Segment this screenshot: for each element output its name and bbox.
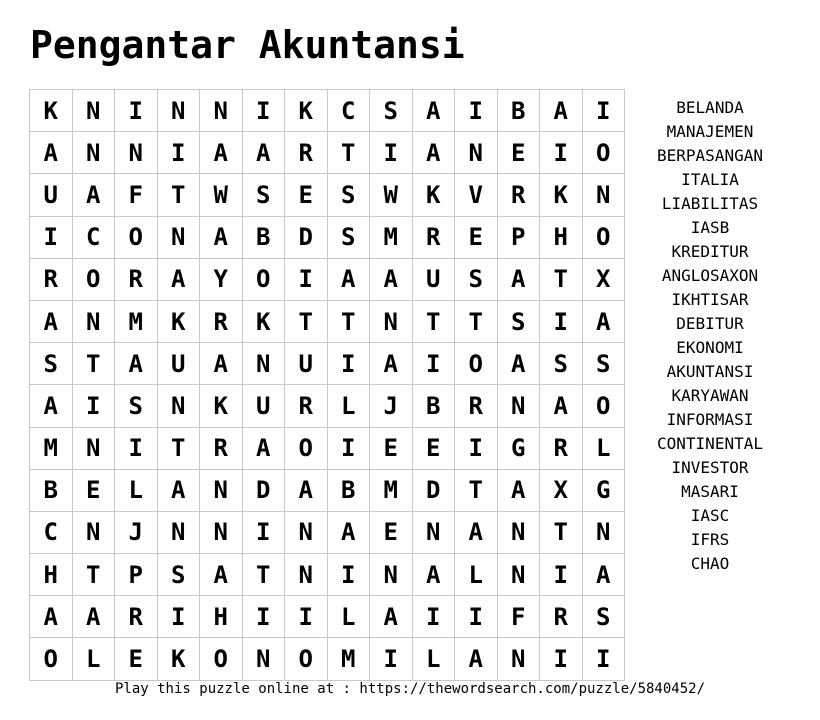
- grid-row: [30, 90, 625, 132]
- grid-row: [30, 638, 625, 680]
- grid-cell[interactable]: A: [30, 132, 73, 174]
- word-list-item: INVESTOR: [671, 458, 749, 477]
- grid-cell[interactable]: X: [582, 258, 625, 300]
- grid-cell[interactable]: N: [72, 427, 115, 469]
- grid-cell[interactable]: M: [370, 469, 413, 511]
- grid-cell[interactable]: R: [540, 427, 583, 469]
- word-list-item: LIABILITAS: [661, 194, 759, 213]
- grid-cell[interactable]: N: [370, 554, 413, 596]
- word-list-item: MANAJEMEN: [666, 122, 754, 141]
- footer: [0, 679, 820, 699]
- grid-cell[interactable]: R: [200, 300, 243, 342]
- grid-cell[interactable]: N: [412, 511, 455, 553]
- grid-row: [30, 174, 625, 216]
- grid-cell[interactable]: A: [157, 258, 200, 300]
- grid-cell[interactable]: A: [72, 596, 115, 638]
- grid-cell[interactable]: O: [30, 638, 73, 680]
- grid-cell[interactable]: D: [412, 469, 455, 511]
- grid-cell[interactable]: E: [285, 174, 328, 216]
- grid-cell[interactable]: A: [412, 132, 455, 174]
- grid-cell[interactable]: T: [327, 300, 370, 342]
- word-search-grid[interactable]: [29, 89, 625, 681]
- grid-cell[interactable]: S: [582, 343, 625, 385]
- grid-cell[interactable]: F: [115, 174, 158, 216]
- grid-cell[interactable]: O: [455, 343, 498, 385]
- grid-cell[interactable]: S: [327, 216, 370, 258]
- word-list-item: CHAO: [690, 554, 730, 573]
- grid-cell[interactable]: N: [157, 511, 200, 553]
- grid-cell[interactable]: A: [200, 132, 243, 174]
- grid-cell[interactable]: N: [157, 385, 200, 427]
- grid-cell[interactable]: O: [72, 258, 115, 300]
- grid-cell[interactable]: S: [327, 174, 370, 216]
- grid-cell[interactable]: A: [412, 90, 455, 132]
- grid-cell[interactable]: N: [242, 638, 285, 680]
- grid-cell[interactable]: I: [157, 596, 200, 638]
- grid-cell[interactable]: I: [412, 343, 455, 385]
- grid-cell[interactable]: U: [285, 343, 328, 385]
- word-list-item: AKUNTANSI: [666, 362, 754, 381]
- grid-cell[interactable]: A: [370, 343, 413, 385]
- grid-row: [30, 343, 625, 385]
- grid-row: [30, 300, 625, 342]
- grid-cell[interactable]: A: [455, 638, 498, 680]
- grid-cell[interactable]: A: [200, 216, 243, 258]
- grid-cell[interactable]: A: [30, 596, 73, 638]
- grid-cell[interactable]: N: [370, 300, 413, 342]
- grid-cell[interactable]: T: [242, 554, 285, 596]
- grid-cell[interactable]: I: [412, 596, 455, 638]
- grid-cell[interactable]: I: [285, 258, 328, 300]
- footer-prefix: Play this puzzle online at :: [114, 681, 360, 697]
- grid-row: [30, 385, 625, 427]
- word-list-item: IFRS: [690, 530, 730, 549]
- grid-cell[interactable]: S: [30, 343, 73, 385]
- grid-cell[interactable]: T: [455, 300, 498, 342]
- grid-cell[interactable]: M: [30, 427, 73, 469]
- grid-cell[interactable]: A: [497, 343, 540, 385]
- grid-cell[interactable]: N: [582, 511, 625, 553]
- grid-cell[interactable]: S: [157, 554, 200, 596]
- grid-cell[interactable]: I: [30, 216, 73, 258]
- grid-cell[interactable]: Y: [200, 258, 243, 300]
- grid-cell[interactable]: A: [540, 90, 583, 132]
- grid-cell[interactable]: E: [370, 511, 413, 553]
- grid-cell[interactable]: K: [540, 174, 583, 216]
- grid-cell[interactable]: O: [582, 216, 625, 258]
- word-list-item: BERPASANGAN: [657, 146, 763, 165]
- grid-cell[interactable]: M: [370, 216, 413, 258]
- grid-cell[interactable]: R: [285, 132, 328, 174]
- word-list-item: IKHTISAR: [671, 290, 749, 309]
- grid-cell[interactable]: E: [72, 469, 115, 511]
- grid-cell[interactable]: L: [72, 638, 115, 680]
- grid-cell[interactable]: I: [582, 638, 625, 680]
- grid-row: [30, 469, 625, 511]
- grid-cell[interactable]: B: [497, 90, 540, 132]
- grid-cell[interactable]: O: [115, 216, 158, 258]
- grid-cell[interactable]: N: [72, 511, 115, 553]
- grid-row: [30, 216, 625, 258]
- grid-cell[interactable]: I: [540, 132, 583, 174]
- grid-cell[interactable]: L: [455, 554, 498, 596]
- word-list-item: EKONOMI: [676, 338, 744, 357]
- grid-cell[interactable]: N: [285, 511, 328, 553]
- grid-cell[interactable]: L: [327, 385, 370, 427]
- grid-cell[interactable]: I: [115, 427, 158, 469]
- grid-cell[interactable]: K: [157, 300, 200, 342]
- grid-cell[interactable]: J: [370, 385, 413, 427]
- grid-cell[interactable]: E: [115, 638, 158, 680]
- grid-cell[interactable]: B: [30, 469, 73, 511]
- grid-cell[interactable]: O: [242, 258, 285, 300]
- grid-cell[interactable]: R: [540, 596, 583, 638]
- grid-cell[interactable]: N: [200, 511, 243, 553]
- grid-cell[interactable]: G: [582, 469, 625, 511]
- grid-cell[interactable]: N: [157, 90, 200, 132]
- grid-cell[interactable]: A: [582, 300, 625, 342]
- grid-cell[interactable]: A: [30, 300, 73, 342]
- grid-cell[interactable]: U: [242, 385, 285, 427]
- grid-cell[interactable]: N: [285, 554, 328, 596]
- puzzle-title: Pengantar Akuntansi: [30, 23, 465, 67]
- grid-cell[interactable]: I: [370, 638, 413, 680]
- grid-row: [30, 132, 625, 174]
- grid-cell[interactable]: I: [285, 596, 328, 638]
- grid-cell[interactable]: C: [30, 511, 73, 553]
- grid-cell[interactable]: D: [285, 216, 328, 258]
- grid-cell[interactable]: I: [242, 90, 285, 132]
- grid-cell[interactable]: A: [157, 469, 200, 511]
- grid-cell[interactable]: H: [540, 216, 583, 258]
- word-list-item: KARYAWAN: [671, 386, 749, 405]
- grid-cell[interactable]: A: [370, 258, 413, 300]
- grid-row: [30, 427, 625, 469]
- grid-cell[interactable]: I: [455, 427, 498, 469]
- grid-cell[interactable]: I: [370, 132, 413, 174]
- grid-cell[interactable]: O: [285, 638, 328, 680]
- grid-cell[interactable]: T: [540, 258, 583, 300]
- grid-cell[interactable]: B: [412, 385, 455, 427]
- grid-cell[interactable]: N: [200, 469, 243, 511]
- grid-cell[interactable]: S: [115, 385, 158, 427]
- grid-cell[interactable]: M: [327, 638, 370, 680]
- word-list-item: MASARI: [681, 482, 739, 501]
- grid-cell[interactable]: N: [72, 300, 115, 342]
- grid-cell[interactable]: N: [72, 132, 115, 174]
- grid-cell[interactable]: T: [157, 427, 200, 469]
- grid-cell[interactable]: H: [200, 596, 243, 638]
- grid-cell[interactable]: K: [157, 638, 200, 680]
- grid-cell[interactable]: E: [455, 216, 498, 258]
- grid-cell[interactable]: R: [285, 385, 328, 427]
- grid-cell[interactable]: B: [327, 469, 370, 511]
- grid-cell[interactable]: A: [412, 554, 455, 596]
- grid-cell[interactable]: W: [370, 174, 413, 216]
- grid-cell[interactable]: O: [285, 427, 328, 469]
- grid-cell[interactable]: N: [497, 554, 540, 596]
- grid-cell[interactable]: E: [497, 132, 540, 174]
- grid-cell[interactable]: A: [327, 511, 370, 553]
- grid-cell[interactable]: F: [497, 596, 540, 638]
- grid-cell[interactable]: N: [497, 511, 540, 553]
- grid-cell[interactable]: K: [242, 300, 285, 342]
- grid-cell[interactable]: R: [497, 174, 540, 216]
- grid-cell[interactable]: C: [72, 216, 115, 258]
- grid-cell[interactable]: A: [242, 132, 285, 174]
- word-list-item: IASB: [690, 218, 730, 237]
- grid-cell[interactable]: N: [200, 90, 243, 132]
- grid-cell[interactable]: A: [242, 427, 285, 469]
- grid-cell[interactable]: A: [455, 511, 498, 553]
- grid-cell[interactable]: A: [200, 554, 243, 596]
- grid-cell[interactable]: A: [115, 343, 158, 385]
- word-list-item: ITALIA: [681, 170, 739, 189]
- grid-cell[interactable]: V: [455, 174, 498, 216]
- grid-cell[interactable]: I: [582, 90, 625, 132]
- grid-row: [30, 511, 625, 553]
- grid-cell[interactable]: I: [540, 300, 583, 342]
- grid-cell[interactable]: A: [497, 258, 540, 300]
- grid-cell[interactable]: R: [30, 258, 73, 300]
- grid-row: [30, 554, 625, 596]
- grid-cell[interactable]: T: [412, 300, 455, 342]
- grid-cell[interactable]: A: [370, 596, 413, 638]
- grid-cell[interactable]: S: [497, 300, 540, 342]
- grid-cell[interactable]: S: [242, 174, 285, 216]
- grid-cell[interactable]: J: [115, 511, 158, 553]
- grid-cell[interactable]: N: [582, 174, 625, 216]
- grid-cell[interactable]: N: [115, 132, 158, 174]
- grid-cell[interactable]: K: [200, 385, 243, 427]
- grid-cell[interactable]: O: [582, 132, 625, 174]
- grid-cell[interactable]: A: [72, 174, 115, 216]
- grid-cell[interactable]: N: [242, 343, 285, 385]
- grid-row: [30, 596, 625, 638]
- word-list-item: INFORMASI: [666, 410, 754, 429]
- grid-cell[interactable]: N: [497, 638, 540, 680]
- grid-cell[interactable]: P: [115, 554, 158, 596]
- word-list-item: ANGLOSAXON: [661, 266, 759, 285]
- grid-cell[interactable]: I: [327, 427, 370, 469]
- grid-cell[interactable]: A: [540, 385, 583, 427]
- word-list-item: DEBITUR: [676, 314, 744, 333]
- grid-cell[interactable]: K: [412, 174, 455, 216]
- grid-cell[interactable]: I: [327, 554, 370, 596]
- grid-cell[interactable]: A: [285, 469, 328, 511]
- grid-cell[interactable]: L: [582, 427, 625, 469]
- grid-cell[interactable]: C: [327, 90, 370, 132]
- grid-cell[interactable]: A: [200, 343, 243, 385]
- grid-cell[interactable]: T: [72, 343, 115, 385]
- grid-cell[interactable]: S: [370, 90, 413, 132]
- grid-cell[interactable]: N: [497, 385, 540, 427]
- grid-cell[interactable]: T: [540, 511, 583, 553]
- grid-cell[interactable]: R: [115, 596, 158, 638]
- grid-cell[interactable]: U: [30, 174, 73, 216]
- grid-cell[interactable]: I: [540, 554, 583, 596]
- grid-cell[interactable]: K: [285, 90, 328, 132]
- grid-cell[interactable]: H: [30, 554, 73, 596]
- grid-cell[interactable]: I: [540, 638, 583, 680]
- word-list-item: CONTINENTAL: [657, 434, 763, 453]
- word-list-item: IASC: [690, 506, 730, 525]
- grid-cell[interactable]: I: [242, 596, 285, 638]
- grid-cell[interactable]: I: [455, 596, 498, 638]
- grid-cell[interactable]: S: [582, 596, 625, 638]
- word-list: [630, 96, 790, 576]
- grid-cell[interactable]: E: [370, 427, 413, 469]
- grid-cell[interactable]: R: [200, 427, 243, 469]
- grid-row: [30, 258, 625, 300]
- grid-cell[interactable]: D: [242, 469, 285, 511]
- grid-cell[interactable]: T: [327, 132, 370, 174]
- grid-cell[interactable]: I: [327, 343, 370, 385]
- grid-cell[interactable]: U: [412, 258, 455, 300]
- grid-cell[interactable]: O: [582, 385, 625, 427]
- word-list-item: BELANDA: [676, 98, 744, 117]
- grid-cell[interactable]: L: [412, 638, 455, 680]
- grid-cell[interactable]: O: [200, 638, 243, 680]
- word-list-item: KREDITUR: [671, 242, 749, 261]
- grid-cell[interactable]: A: [327, 258, 370, 300]
- grid-cell[interactable]: S: [455, 258, 498, 300]
- grid-cell[interactable]: A: [582, 554, 625, 596]
- grid-cell[interactable]: K: [30, 90, 73, 132]
- grid-cell[interactable]: N: [72, 90, 115, 132]
- grid-cell[interactable]: M: [115, 300, 158, 342]
- grid-cell[interactable]: L: [327, 596, 370, 638]
- grid-cell[interactable]: A: [497, 469, 540, 511]
- grid-cell[interactable]: T: [72, 554, 115, 596]
- grid-cell[interactable]: I: [115, 90, 158, 132]
- grid-cell[interactable]: R: [455, 385, 498, 427]
- grid-cell[interactable]: R: [412, 216, 455, 258]
- grid-cell[interactable]: W: [200, 174, 243, 216]
- grid-cell[interactable]: P: [497, 216, 540, 258]
- grid-cell[interactable]: N: [157, 216, 200, 258]
- grid-cell[interactable]: U: [157, 343, 200, 385]
- grid-cell[interactable]: T: [157, 174, 200, 216]
- grid-cell[interactable]: S: [540, 343, 583, 385]
- grid-cell[interactable]: E: [412, 427, 455, 469]
- grid-cell[interactable]: B: [242, 216, 285, 258]
- grid-cell[interactable]: R: [115, 258, 158, 300]
- grid-cell[interactable]: L: [115, 469, 158, 511]
- puzzle-link[interactable]: https://thewordsearch.com/puzzle/5840452/: [359, 681, 705, 697]
- grid-cell[interactable]: I: [455, 90, 498, 132]
- grid-cell[interactable]: I: [157, 132, 200, 174]
- grid-cell[interactable]: G: [497, 427, 540, 469]
- grid-cell[interactable]: I: [72, 385, 115, 427]
- grid-cell[interactable]: I: [242, 511, 285, 553]
- grid-cell[interactable]: T: [455, 469, 498, 511]
- grid-cell[interactable]: N: [455, 132, 498, 174]
- grid-cell[interactable]: X: [540, 469, 583, 511]
- grid-cell[interactable]: T: [285, 300, 328, 342]
- grid-cell[interactable]: A: [30, 385, 73, 427]
